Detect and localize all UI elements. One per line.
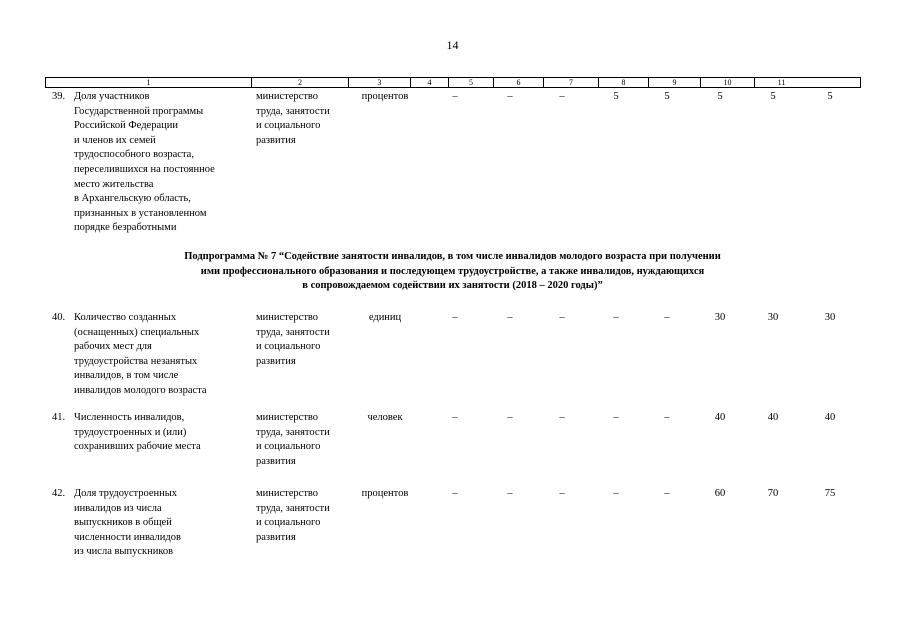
- column-header-11: 11: [777, 78, 786, 87]
- indicator-name-line: Доля участников: [74, 91, 150, 102]
- ministry-line: и социального: [256, 441, 321, 453]
- ministry-line: министерство: [256, 312, 319, 323]
- value-cell: –: [559, 412, 565, 423]
- indicator-name-line: инвалидов, в том числе: [74, 370, 179, 382]
- value-cell: 30: [824, 312, 836, 323]
- subprogram-title-line: Подпрограмма № 7 “Содействие занятости инвалидов, в том числе инвалидов молодого возраста при получении: [184, 251, 721, 262]
- indicator-name-line: выпускников в общей: [74, 517, 172, 529]
- value-cell: 5: [770, 91, 776, 102]
- value-cell: –: [452, 412, 458, 423]
- indicator-name-line: (оснащенных) специальных: [74, 326, 200, 338]
- ministry-line: министерство: [256, 412, 319, 423]
- page-number: 14: [446, 38, 459, 52]
- value-cell: –: [452, 312, 458, 323]
- indicator-name-line: Доля трудоустроенных: [74, 488, 178, 499]
- unit-of-measure: единиц: [368, 312, 402, 323]
- row-number: 42.: [52, 488, 66, 499]
- value-cell: –: [559, 312, 565, 323]
- column-header-10: 10: [701, 78, 755, 87]
- value-cell: –: [664, 412, 670, 423]
- value-cell: –: [559, 488, 565, 499]
- subprogram-title: [60, 250, 845, 294]
- subprogram-title-line: ими профессионального образования и последующем трудоустройстве, а также инвалидов, нуждающихся: [200, 265, 705, 277]
- value-cell: –: [507, 488, 513, 499]
- indicator-name-line: Численность инвалидов,: [74, 412, 185, 423]
- indicator-name-line: трудоустроенных и (или): [74, 426, 187, 438]
- value-cell: –: [613, 488, 619, 499]
- column-header-3: 3: [349, 78, 411, 87]
- value-cell: 40: [767, 412, 779, 423]
- indicator-name: [74, 487, 252, 560]
- value-cell: 5: [664, 91, 670, 102]
- indicator-name-line: трудоспособного возраста,: [74, 149, 194, 161]
- ministry-line: развития: [256, 134, 296, 146]
- indicator-name: [74, 90, 252, 236]
- ministry-line: и социального: [256, 341, 321, 353]
- subprogram-title-line: в сопровождаемом содействии их занятости (2018 – 2020 годы)”: [302, 280, 603, 292]
- ministry-line: развития: [256, 355, 296, 367]
- value-cell: 30: [714, 312, 726, 323]
- value-cell: 30: [767, 312, 779, 323]
- value-cell: –: [507, 312, 513, 323]
- value-cell: –: [507, 91, 513, 102]
- column-header-6: 6: [494, 78, 544, 87]
- indicator-name-line: рабочих мест для: [74, 341, 152, 353]
- ministry-line: труда, занятости: [256, 105, 330, 117]
- responsible-ministry: [256, 311, 352, 369]
- indicator-name-line: в Архангельскую область,: [74, 193, 191, 205]
- unit-of-measure: процентов: [361, 488, 409, 499]
- column-header-7: 7: [544, 78, 599, 87]
- responsible-ministry: [256, 90, 352, 148]
- value-cell: –: [559, 91, 565, 102]
- indicator-name-line: численности инвалидов: [74, 531, 181, 543]
- indicator-name-line: признанных в установленном: [74, 207, 207, 219]
- row-number: 41.: [52, 412, 66, 423]
- indicator-name-line: Государственной программы: [74, 105, 204, 117]
- indicator-name-line: переселившихся на постоянное: [74, 163, 215, 175]
- ministry-line: развития: [256, 455, 296, 467]
- ministry-line: министерство: [256, 488, 319, 499]
- value-cell: 75: [824, 488, 836, 499]
- value-cell: 5: [613, 91, 619, 102]
- indicator-name-line: Количество созданных: [74, 312, 177, 323]
- column-header-4: 4: [411, 78, 449, 87]
- value-cell: 60: [714, 488, 726, 499]
- indicator-name-line: инвалидов молодого возраста: [74, 384, 207, 396]
- value-cell: 5: [717, 91, 723, 102]
- indicator-name-line: Российской Федерации: [74, 120, 178, 132]
- value-cell: –: [452, 488, 458, 499]
- indicator-name: [74, 311, 252, 399]
- column-header-8: 8: [599, 78, 649, 87]
- value-cell: –: [613, 412, 619, 423]
- indicator-name-line: инвалидов из числа: [74, 502, 162, 514]
- indicator-name-line: трудоустройства незанятых: [74, 355, 198, 367]
- value-cell: –: [613, 312, 619, 323]
- value-cell: –: [507, 412, 513, 423]
- value-cell: –: [452, 91, 458, 102]
- value-cell: 70: [767, 488, 779, 499]
- value-cell: –: [664, 312, 670, 323]
- indicator-name-line: сохранивших рабочие места: [74, 441, 201, 453]
- table-header-row: [45, 77, 861, 88]
- ministry-line: труда, занятости: [256, 502, 330, 514]
- column-header-9: 9: [649, 78, 701, 87]
- indicator-name-line: из числа выпускников: [74, 546, 174, 558]
- ministry-line: развития: [256, 531, 296, 543]
- ministry-line: министерство: [256, 91, 319, 102]
- ministry-line: труда, занятости: [256, 326, 330, 338]
- indicator-name-line: место жительства: [74, 178, 154, 190]
- unit-of-measure: процентов: [361, 91, 409, 102]
- column-header-5: 5: [449, 78, 494, 87]
- ministry-line: и социального: [256, 517, 321, 529]
- column-header-1: 1: [46, 78, 252, 87]
- column-header-2: 2: [252, 78, 349, 87]
- indicator-name: [74, 411, 252, 455]
- ministry-line: труда, занятости: [256, 426, 330, 438]
- value-cell: 40: [714, 412, 726, 423]
- responsible-ministry: [256, 487, 352, 545]
- value-cell: 5: [827, 91, 833, 102]
- indicator-name-line: и членов их семей: [74, 134, 156, 146]
- indicator-name-line: порядке безработными: [74, 222, 177, 234]
- responsible-ministry: [256, 411, 352, 469]
- value-cell: –: [664, 488, 670, 499]
- ministry-line: и социального: [256, 120, 321, 132]
- row-number: 40.: [52, 312, 66, 323]
- row-number: 39.: [52, 91, 66, 102]
- value-cell: 40: [824, 412, 836, 423]
- unit-of-measure: человек: [367, 412, 403, 423]
